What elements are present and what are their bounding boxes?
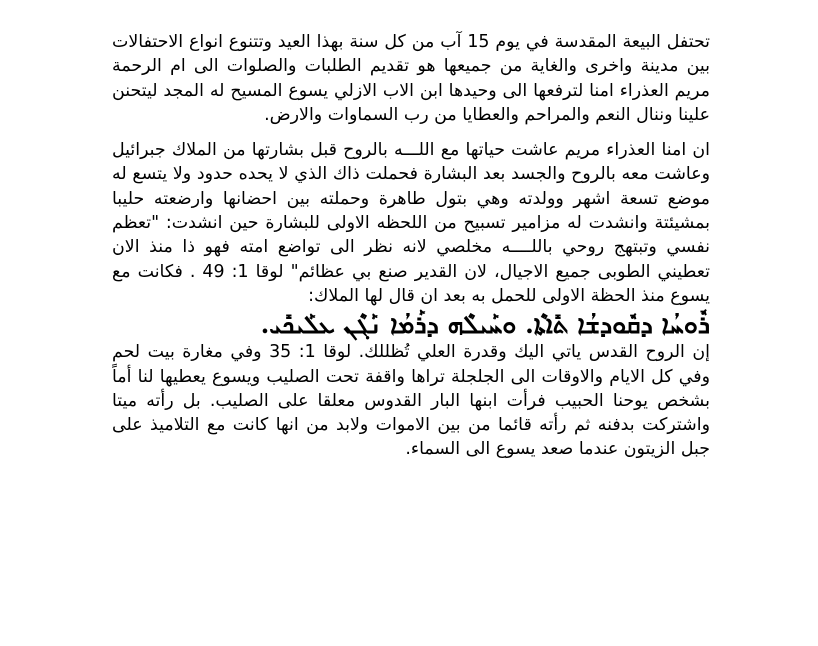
paragraph-annunciation: ان امنا العذراء مريم عاشت حياتها مع اللـــه بالروح قبل بشارتها من الملاك جبرائيل وعاشت معه بالروح والجسد بعد البشارة فحملت ذاك الذي لا يحده حدود ولا يتسع له موضع تسعة اشهر وولدته وهي بتول طاهرة وحملته بين احضانها وارضعته حليبا بمشيئتة وانشدت له مزامير تسبيح من اللحظه الاولى للبشارة حين انشدت: "تعظم نفسي وتبتهج روحي باللــــه مخلصي لانه نظر الى تواضع امته فهو ذا منذ الان تعطيني الطوبى جميع الاجيال، لان القدير صنع بي عظائم" لوقا 1: 49 . فكانت مع يسوع منذ الحظة الاولى للحمل به بعد ان قال لها الملاك: [112, 140, 710, 306]
paragraph-holy-spirit: إن الروح القدس ياتي اليك وقدرة العلي تُظللك. لوقا 1: 35 وفي مغارة بيت لحم وفي كل الايام والاوقات الى الجلجلة تراها واقفة تحت الصليب ويسوع يعطيها لنا أماً بشخص يوحنا الحبيب فرأت ابنها البار القدوس معلقا على الصليب. بل رأته ميتا واشتركت بدفنه ثم رأته قائما من بين الاموات ولابد من انها كانت مع التلاميذ على جبل الزيتون عندما صعد يسوع الى السماء. [112, 342, 710, 460]
paragraph-feast-intro: تحتفل البيعة المقدسة في يوم 15 آب من كل سنة بهذا العيد وتتنوع انواع الاحتفالات بين مدينة واخرى والغاية من جميعها هو تقديم الطلبات والصلوات الى ام الرحمة مريم العذراء امنا لترفعها الى وحيدها ابن الاب الازلي يسوع المسيح له المجد ليتحنن علينا وننال النعم والمراحم والعطايا من رب السماوات والارض. [112, 32, 711, 125]
syriac-quote: ܪܽܘܚܳܐ ܕܩܽܘܕܫܳܐ ܬܺܐܬܶܐ. ܘܚܰܝܠܶܗ ܕܪܰܡܳܐ ܢܰܓܶܢ ܥܠܰܝܟܺܝ. [260, 310, 710, 340]
document-page [112, 30, 710, 462]
